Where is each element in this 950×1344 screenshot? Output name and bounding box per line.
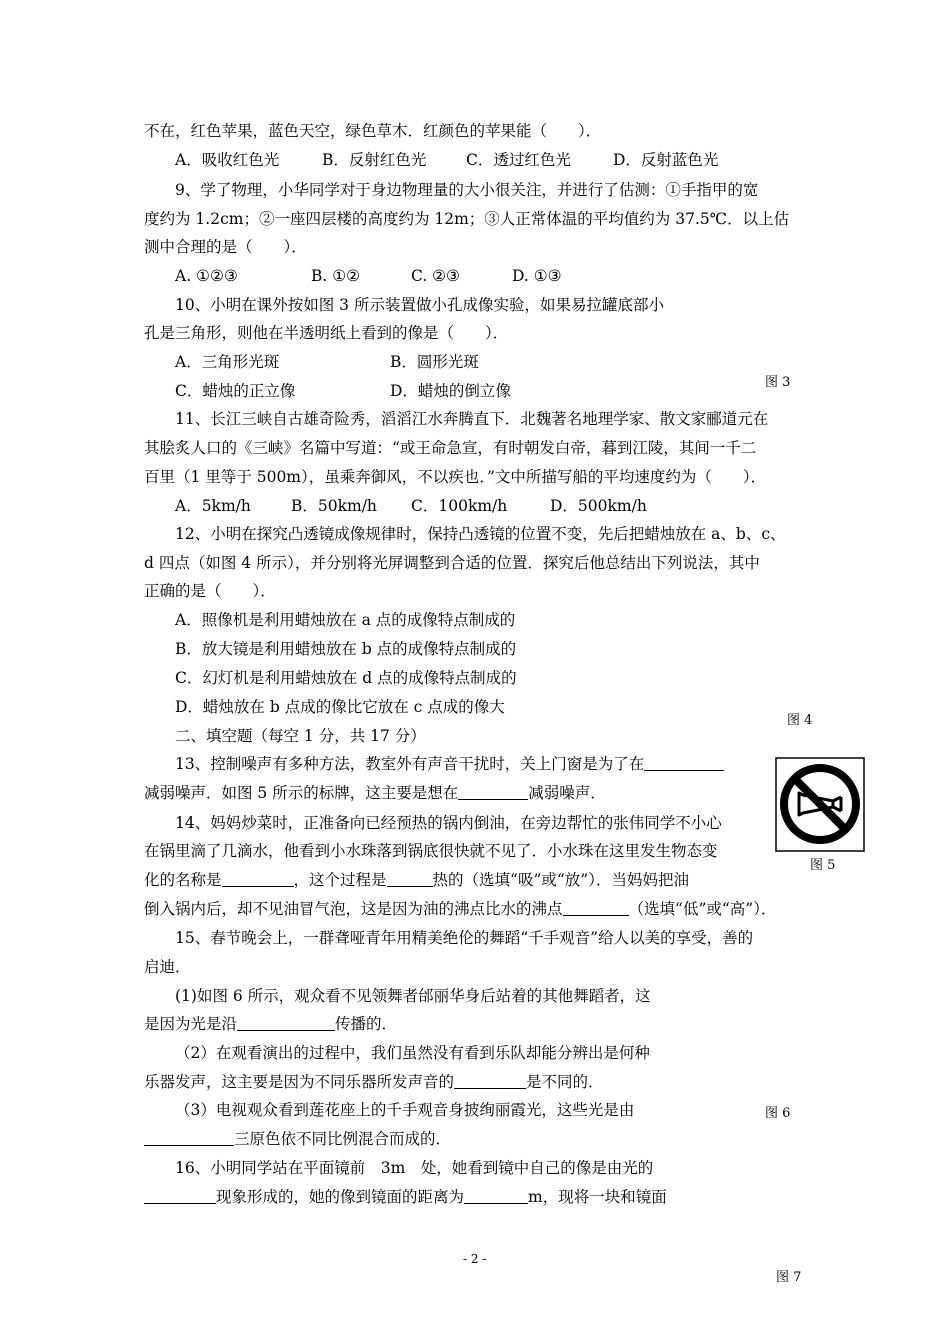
answer-blank[interactable] (563, 899, 629, 916)
q12-option-d: D．蜡烛放在 b 点成的像比它放在 c 点成的像大 (175, 698, 505, 716)
figure-3-caption: 图 3 (765, 375, 791, 390)
q14-line-3 (144, 870, 689, 890)
q13-text-2: 减弱噪声．如图 5 所示的标牌，这主要是想在 (144, 784, 459, 802)
q14-text-1: 化的名称是 (144, 871, 222, 889)
answer-blank[interactable] (144, 1129, 234, 1146)
answer-blank[interactable] (237, 1014, 335, 1031)
q13-text-1: 13、控制噪声有多种方法，教室外有声音干扰时，关上门窗是为了在 (175, 755, 645, 773)
answer-blank[interactable] (644, 754, 724, 771)
q15-line-2: 启迪． (144, 958, 191, 976)
figure-7-caption: 图 7 (776, 1270, 802, 1285)
answer-blank[interactable] (454, 1072, 526, 1089)
q11-line-1: 11、长江三峡自古雄奇险秀，滔滔江水奔腾直下．北魏著名地理学家、散文家郦道元在 (175, 410, 769, 428)
q15-1-line-1: (1)如图 6 所示，观众看不见领舞者邰丽华身后站着的其他舞蹈者，这 (175, 987, 651, 1005)
q11-option-d: D．500km/h (550, 497, 647, 515)
q9-option-d: D. ①③ (512, 267, 562, 285)
q13-text-3: 减弱噪声． (528, 784, 606, 802)
figure-6-caption: 图 6 (765, 1106, 791, 1121)
q8-option-b: B．反射红色光 (322, 151, 427, 169)
answer-blank[interactable] (458, 783, 528, 800)
q9-option-a: A. ①②③ (175, 267, 238, 285)
q9-line-3: 测中合理的是（ ）． (144, 238, 307, 256)
q12-option-b: B．放大镜是利用蜡烛放在 b 点的成像特点制成的 (175, 640, 517, 658)
q9-option-b: B. ①② (311, 267, 361, 285)
q12-line-2: d 四点（如图 4 所示），并分别将光屏调整到合适的位置．探究后他总结出下列说法，其中 (144, 554, 760, 572)
figure-5-caption: 图 5 (810, 858, 836, 873)
q14-text-5: （选填“低”或“高”）． (628, 900, 777, 918)
q11-option-c: C．100km/h (411, 497, 508, 515)
q12-option-a: A．照像机是利用蜡烛放在 a 点的成像特点制成的 (175, 611, 516, 629)
q11-option-b: B．50km/h (291, 497, 377, 515)
answer-blank[interactable] (464, 1187, 528, 1204)
q11-line-2: 其脍炙人口的《三峡》名篇中写道：“或王命急宣，有时朝发白帝，暮到江陵，其间一千二 (144, 439, 757, 457)
q15-3-line-2 (144, 1129, 451, 1149)
q14-text-4: 倒入锅内后，却不见油冒气泡，这是因为油的沸点比水的沸点 (144, 900, 563, 918)
q16-line-1: 16、小明同学站在平面镜前 3m 处，她看到镜中自己的像是由光的 (175, 1159, 654, 1177)
section-2-heading: 二、填空题（每空 1 分，共 17 分） (175, 727, 426, 745)
q13-line-1 (175, 754, 724, 774)
answer-blank[interactable] (144, 1187, 216, 1204)
q14-text-2: ，这个过程是 (293, 871, 387, 889)
q9-line-2: 度约为 1.2cm；②一座四层楼的高度约为 12m；③人正常体温的平均值约为 37.5℃．以上估 (144, 210, 790, 228)
q8-option-c: C．透过红色光 (466, 151, 571, 169)
answer-blank[interactable] (387, 870, 433, 887)
q13-line-2 (144, 783, 606, 803)
q15-2-text-2: 是不同的． (526, 1073, 604, 1091)
q16-text-2: m，现将一块和镜面 (528, 1188, 667, 1206)
q11-option-a: A．5km/h (175, 497, 251, 515)
q15-3-line-1: （3）电视观众看到莲花座上的千手观音身披绚丽霞光，这些光是由 (175, 1101, 635, 1119)
q8-option-d: D．反射蓝色光 (613, 151, 719, 169)
q14-line-4 (144, 899, 776, 919)
q16-line-2 (144, 1187, 667, 1207)
q14-text-3: 热的（选填“吸”或“放”）．当妈妈把油 (432, 871, 689, 889)
q15-3-text-1: 三原色依不同比例混合而成的． (234, 1130, 452, 1148)
q14-line-2: 在锅里滴了几滴水，他看到小水珠落到锅底很快就不见了．小水珠在这里发生物态变 (144, 842, 718, 860)
q15-2-line-2 (144, 1072, 604, 1092)
q10-option-d: D．蜡烛的倒立像 (390, 382, 511, 400)
no-horn-sign-icon (775, 757, 865, 852)
q15-2-text-1: 乐器发声，这主要是因为不同乐器所发声音的 (144, 1073, 455, 1091)
q11-line-3: 百里（1 里等于 500m），虽乘奔御风，不以疾也．”文中所描写船的平均速度约为（ ）． (144, 468, 767, 486)
q14-line-1: 14、妈妈炒菜时，正准备向已经预热的锅内倒油，在旁边帮忙的张伟同学不小心 (175, 814, 722, 832)
q10-line-1: 10、小明在课外按如图 3 所示装置做小孔成像实验，如果易拉罐底部小 (175, 296, 664, 314)
q10-line-2: 孔是三角形，则他在半透明纸上看到的像是（ ）． (144, 324, 509, 342)
answer-blank[interactable] (222, 870, 294, 887)
q12-line-1: 12、小明在探究凸透镜成像规律时，保持凸透镜的位置不变，先后把蜡烛放在 a、b、c、 (175, 525, 786, 543)
figure-4-caption: 图 4 (787, 713, 813, 728)
q8-option-a: A．吸收红色光 (175, 151, 280, 169)
page-number: - 2 - (463, 1252, 487, 1266)
q10-option-a: A．三角形光斑 (175, 353, 280, 371)
q8-stem-end: 不在，红色苹果，蓝色天空，绿色草木．红颜色的苹果能（ ）． (144, 122, 602, 140)
q16-text-1: 现象形成的，她的像到镜面的距离为 (216, 1188, 465, 1206)
q10-option-b: B．圆形光斑 (390, 353, 479, 371)
q12-line-3: 正确的是（ ）． (144, 582, 276, 600)
q15-2-line-1: （2）在观看演出的过程中，我们虽然没有看到乐队却能分辨出是何种 (175, 1044, 650, 1062)
q15-1-text-2: 传播的． (335, 1015, 398, 1033)
q12-option-c: C．幻灯机是利用蜡烛放在 d 点的成像特点制成的 (175, 669, 517, 687)
q15-1-line-2 (144, 1014, 397, 1034)
q15-1-text-1: 是因为光是沿 (144, 1015, 238, 1033)
q9-option-c: C. ②③ (411, 267, 460, 285)
q9-line-1: 9、学了物理，小华同学对于身边物理量的大小很关注，并进行了估测：①手指甲的宽 (175, 181, 759, 199)
q10-option-c: C．蜡烛的正立像 (175, 382, 296, 400)
q15-line-1: 15、春节晚会上，一群聋哑青年用精美绝伦的舞蹈“千手观音”给人以美的享受，善的 (175, 929, 754, 947)
